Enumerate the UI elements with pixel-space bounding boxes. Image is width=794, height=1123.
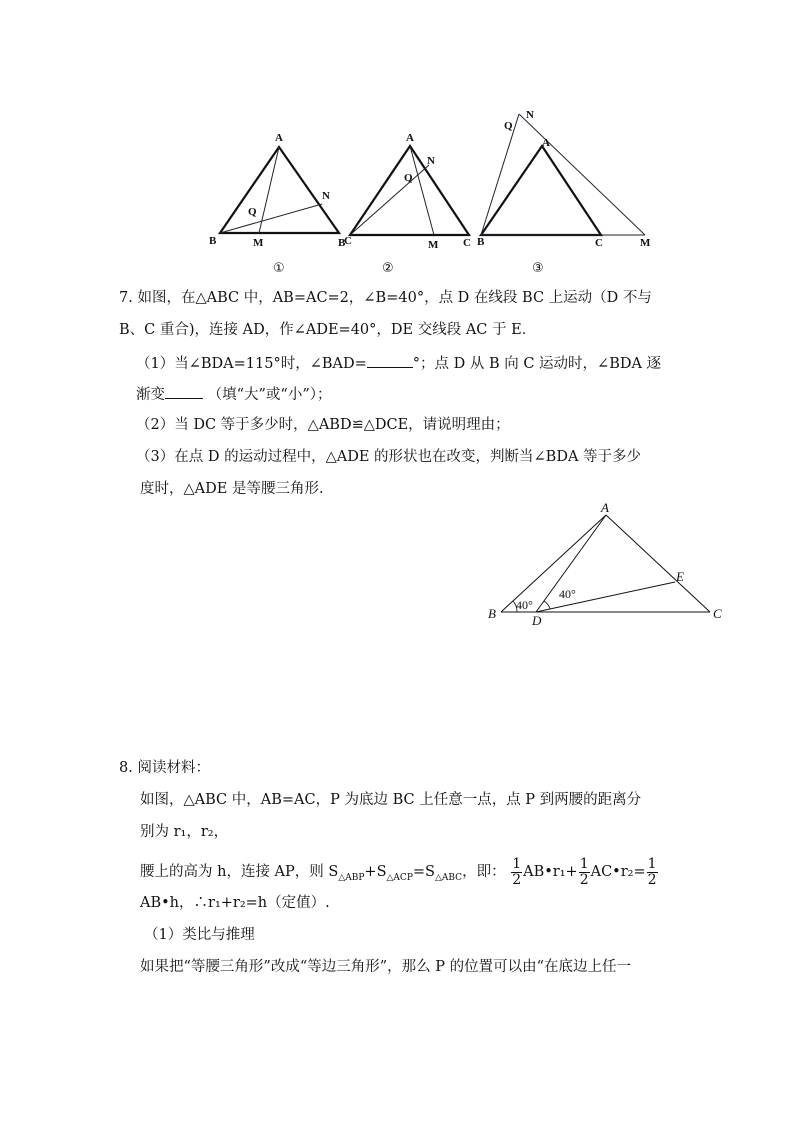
q7-fig-label-c: C bbox=[713, 606, 722, 621]
fig1-label-a: A bbox=[275, 132, 283, 144]
q7-part-3-cont: 度时，△ADE 是等腰三角形. bbox=[140, 481, 324, 497]
q8-title: 8. 阅读材料： bbox=[119, 760, 210, 776]
q7-line-2: B、C 重合)，连接 AD，作∠ADE=40°，DE 交线段 AC 于 E． bbox=[119, 322, 537, 338]
q8-term-1: AB•r₁+ bbox=[523, 864, 578, 880]
q7-fig-label-a: A bbox=[601, 500, 609, 515]
q8-plus: +S bbox=[364, 864, 387, 880]
q8-line-1: 如图，△ABC 中，AB=AC，P 为底边 BC 上任意一点，点 P 到两腰的距离分 bbox=[140, 792, 642, 808]
q8-term-2: AC•r₂= bbox=[590, 864, 646, 880]
q8-sub-abp: △ABP bbox=[338, 872, 365, 883]
fig3-label-b: B bbox=[477, 236, 485, 248]
fraction-half-3 bbox=[647, 857, 658, 888]
fraction-denominator: 2 bbox=[512, 871, 522, 888]
q7-part-1-c: 渐变 bbox=[136, 387, 165, 403]
q7-part-3: （3）在点 D 的运动过程中，△ADE 的形状也在改变，判断当∠BDA 等于多少 bbox=[136, 449, 642, 465]
fig2-label-m: M bbox=[428, 239, 439, 251]
q8-line-2: 别为 r₁，r₂， bbox=[140, 824, 229, 840]
q8-eq: =S bbox=[412, 864, 435, 880]
fraction-numerator: 1 bbox=[512, 855, 522, 872]
fig3-label-c: C bbox=[595, 237, 603, 249]
q7-part-2: （2）当 DC 等于多少时，△ABD≌△DCE，请说明理由； bbox=[136, 417, 510, 433]
q8-line-3 bbox=[140, 855, 659, 895]
fig2-label-b: B bbox=[338, 237, 346, 249]
q7-fig-angle-d: 40° bbox=[559, 587, 576, 601]
figure-1 bbox=[209, 132, 352, 276]
q8-sub-acp: △ACP bbox=[386, 872, 413, 883]
q7-answer-blank-1[interactable] bbox=[367, 353, 413, 368]
fig2-label-q: Q bbox=[404, 172, 413, 184]
fig3-label-q: Q bbox=[504, 120, 513, 132]
fig2-label-n: N bbox=[427, 155, 435, 167]
fig2-label-c: C bbox=[463, 237, 471, 249]
q7-part-1-d: （填“大”或“小”）； bbox=[207, 387, 332, 403]
fig2-caption: ② bbox=[382, 261, 394, 276]
q7-figure bbox=[470, 495, 730, 630]
q7-line-1: 7. 如图，在△ABC 中，AB=AC=2，∠B=40°，点 D 在线段 BC 上运动（D 不与 bbox=[119, 290, 652, 306]
q7-part-1-b: °；点 D 从 B 向 C 运动时，∠BDA 逐 bbox=[412, 356, 662, 372]
q7-part-1-a: （1）当∠BDA=115°时，∠BAD= bbox=[136, 356, 367, 372]
fig1-label-m: M bbox=[253, 237, 264, 249]
q8-line-4: AB•h，∴r₁+r₂=h（定值）. bbox=[140, 895, 330, 911]
q8-sub-abc: △ABC bbox=[434, 872, 463, 883]
fraction-denominator: 2 bbox=[647, 871, 657, 888]
fraction-half-1 bbox=[511, 857, 522, 888]
top-figures bbox=[0, 0, 794, 290]
fig1-label-n: N bbox=[322, 190, 330, 202]
fraction-numerator: 1 bbox=[579, 855, 589, 872]
q7-answer-blank-2[interactable] bbox=[165, 384, 203, 399]
q7-fig-label-b: B bbox=[488, 606, 496, 621]
figure-3 bbox=[477, 109, 651, 276]
fig3-label-m: M bbox=[640, 237, 651, 249]
q8-line-3-b: ，即： bbox=[462, 864, 506, 880]
q7-fig-angle-b: 40° bbox=[516, 598, 533, 612]
fig2-label-a: A bbox=[406, 132, 414, 144]
fig1-label-q: Q bbox=[248, 206, 257, 218]
fig3-caption: ③ bbox=[532, 261, 544, 276]
q7-fig-label-d: D bbox=[532, 613, 542, 628]
fig1-caption: ① bbox=[273, 261, 285, 276]
figure-2 bbox=[338, 132, 471, 276]
fraction-numerator: 1 bbox=[647, 855, 657, 872]
fig3-label-a: A bbox=[542, 137, 550, 149]
fraction-denominator: 2 bbox=[579, 871, 589, 888]
fig1-label-c: C bbox=[344, 235, 352, 247]
q8-line-5: 如果把“等腰三角形”改成“等边三角形”，那么 P 的位置可以由“在底边上任一 bbox=[140, 959, 632, 975]
q7-part-1-cont bbox=[136, 384, 332, 405]
q7-fig-label-e: E bbox=[676, 569, 684, 584]
fraction-half-2 bbox=[579, 857, 590, 888]
q8-line-3-a: 腰上的高为 h，连接 AP，则 S bbox=[140, 864, 339, 880]
q7-part-1 bbox=[136, 353, 661, 374]
fig3-label-n: N bbox=[526, 109, 534, 121]
q8-sub-heading-1: （1）类比与推理 bbox=[144, 927, 255, 943]
fig1-label-b: B bbox=[209, 235, 217, 247]
